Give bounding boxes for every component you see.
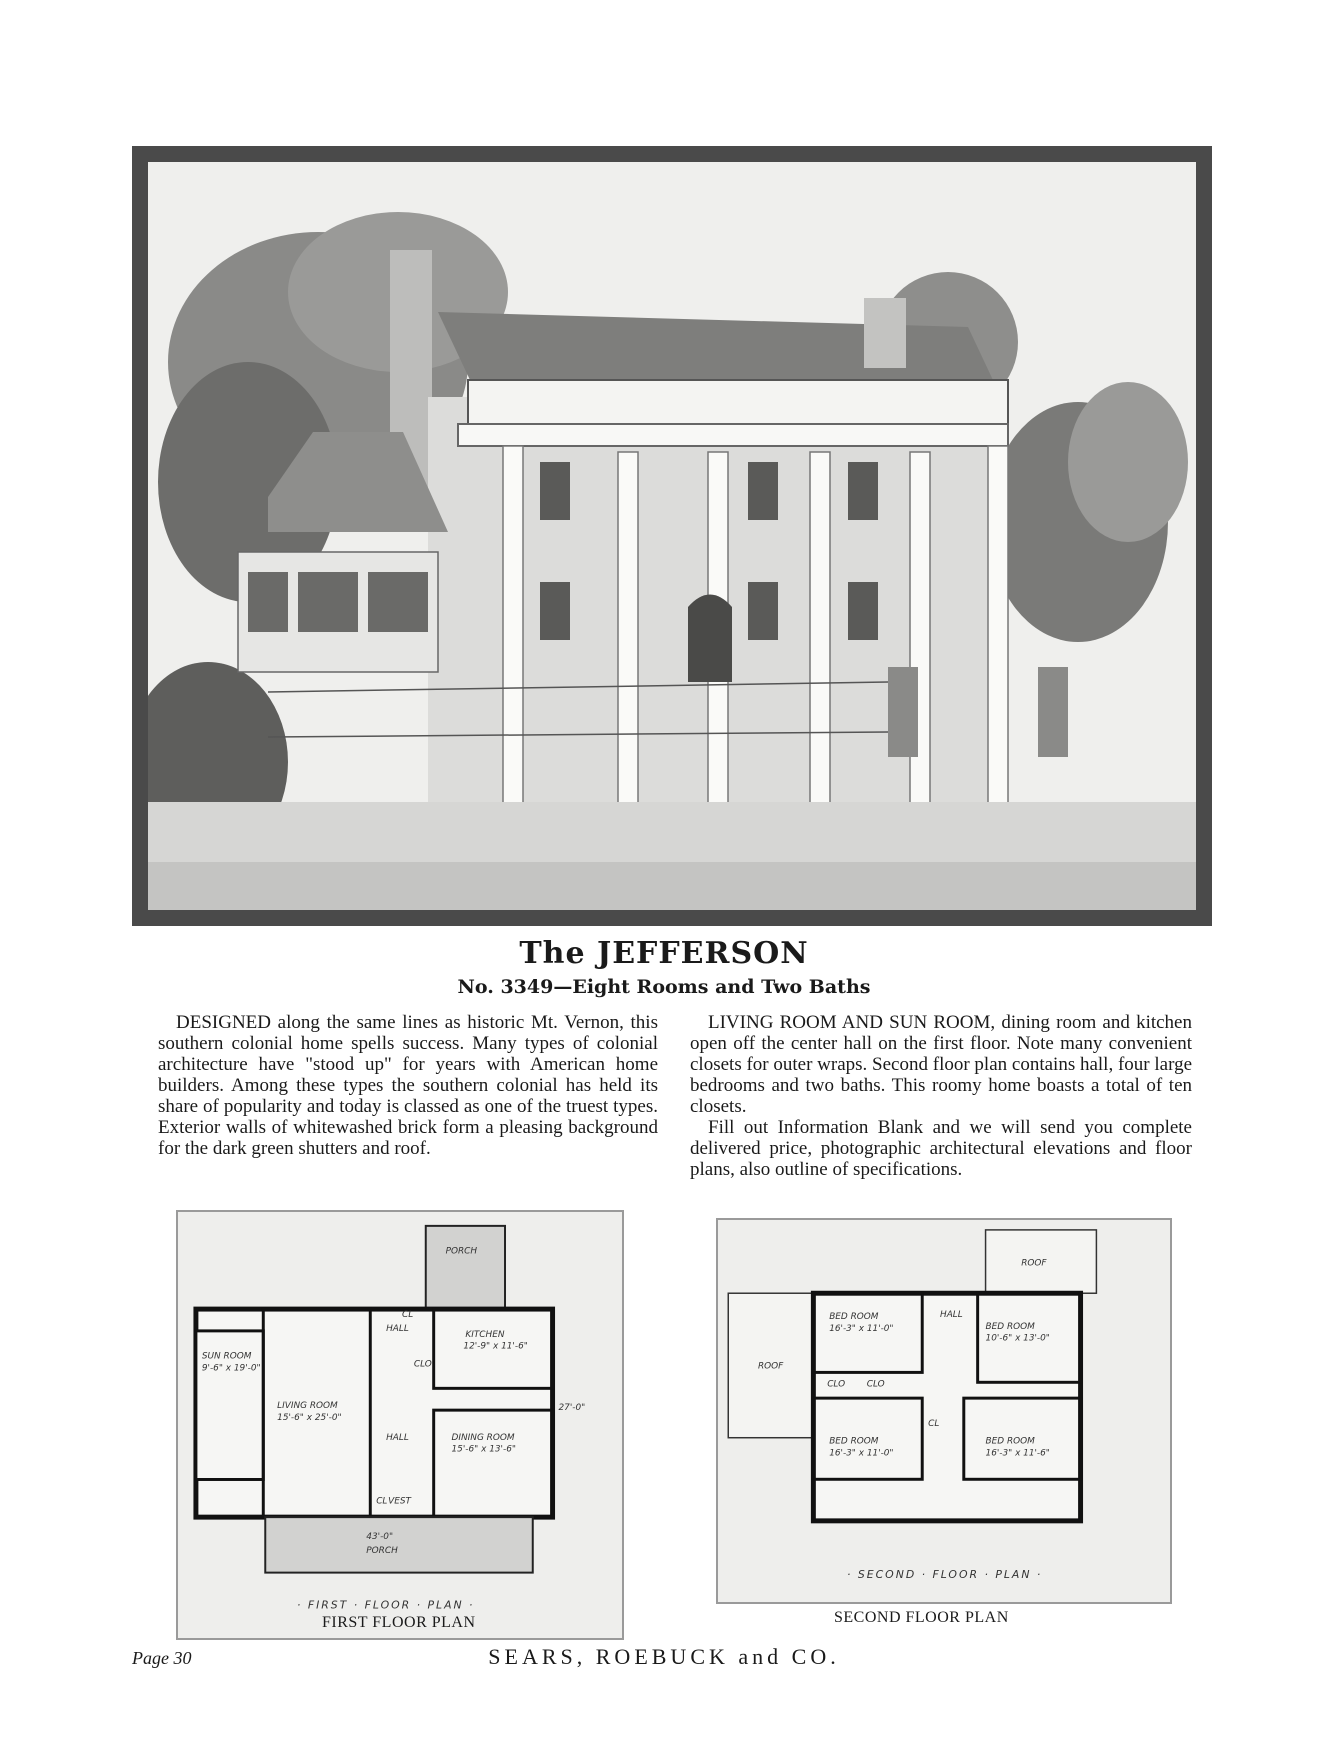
bedroom-2-size: 10'-6" x 13'-0" [985, 1333, 1050, 1344]
bedroom-3-label: BED ROOM [829, 1436, 879, 1447]
sun-room-label: SUN ROOM [201, 1351, 252, 1362]
kitchen-size: 12'-9" x 11'-6" [463, 1341, 528, 1352]
bedroom-1-size: 16'-3" x 11'-0" [829, 1323, 894, 1334]
upper-hall-label: HALL [386, 1323, 409, 1334]
vestibule-label: VEST [388, 1496, 411, 1507]
first-floor-plan [176, 1210, 624, 1640]
page-subtitle: No. 3349—Eight Rooms and Two Baths [457, 976, 871, 998]
closet-label: CL [928, 1418, 940, 1429]
house-illustration-frame [132, 146, 1212, 926]
kitchen-label: KITCHEN [465, 1329, 505, 1340]
bedroom-3-size: 16'-3" x 11'-0" [829, 1448, 894, 1459]
closet-label: CLO [827, 1379, 846, 1390]
plan-title: · FIRST · FLOOR · PLAN · [296, 1598, 475, 1612]
second-floor-caption: SECOND FLOOR PLAN [834, 1609, 1009, 1626]
first-floor-caption: FIRST FLOOR PLAN [322, 1614, 476, 1631]
description-left-column [158, 1012, 658, 1159]
hall-label: HALL [940, 1309, 963, 1320]
rear-porch-label: PORCH [445, 1246, 478, 1257]
left-roof-label: ROOF [757, 1361, 784, 1372]
bedroom-4-size: 16'-3" x 11'-6" [985, 1448, 1050, 1459]
description-paragraph: DESIGNED along the same lines as historic Mt. Vernon, this southern colonial home spells success. Many types of colonial architecture have "stood up" for years with American home builders. Among these types the southern colonial has held its share of popularity and today is classed as one of the truest types. Exterior walls of whitewashed brick form a pleasing background for the dark green shutters and roof. [158, 1012, 658, 1159]
bedroom-4-label: BED ROOM [985, 1436, 1035, 1447]
plan-title: · SECOND · FLOOR · PLAN · [847, 1568, 1043, 1582]
living-room-size: 15'-6" x 25'-0" [277, 1413, 342, 1424]
second-floor-plan [716, 1218, 1172, 1604]
closet-label: CL [401, 1310, 414, 1321]
closet-label: CLO [866, 1379, 885, 1390]
house-illustration [148, 162, 1196, 910]
description-paragraph: Fill out Information Blank and we will send you complete delivered price, photographic architectural elevations and floor plans, also outline of specifications. [690, 1117, 1192, 1180]
lower-hall-label: HALL [386, 1432, 409, 1443]
front-porch-label: PORCH [366, 1545, 398, 1556]
page-number: Page 30 [132, 1648, 192, 1668]
top-roof-label: ROOF [1021, 1258, 1047, 1269]
sun-room-size: 9'-6" x 19'-0" [201, 1363, 261, 1374]
description-right-column [690, 1012, 1192, 1180]
company-name: SEARS, ROEBUCK and CO. [488, 1644, 840, 1669]
living-room-label: LIVING ROOM [277, 1401, 338, 1412]
description-paragraph: LIVING ROOM AND SUN ROOM, dining room and kitchen open off the center hall on the first floor. Note many convenient closets for outer wraps. Second floor plan contains hall, four large bedrooms and two baths. This roomy home boasts a total of ten closets. [690, 1012, 1192, 1117]
bedroom-1-label: BED ROOM [829, 1311, 879, 1322]
closet-label: CLO [413, 1359, 432, 1370]
dining-room-size: 15'-6" x 13'-6" [451, 1444, 516, 1455]
page-title: The JEFFERSON [519, 936, 809, 971]
dining-room-label: DINING ROOM [451, 1432, 515, 1443]
porch-width: 43'-0" [366, 1531, 394, 1542]
closet-label: CL [376, 1496, 388, 1507]
bedroom-2-label: BED ROOM [985, 1321, 1035, 1332]
house-depth: 27'-0" [558, 1403, 586, 1414]
